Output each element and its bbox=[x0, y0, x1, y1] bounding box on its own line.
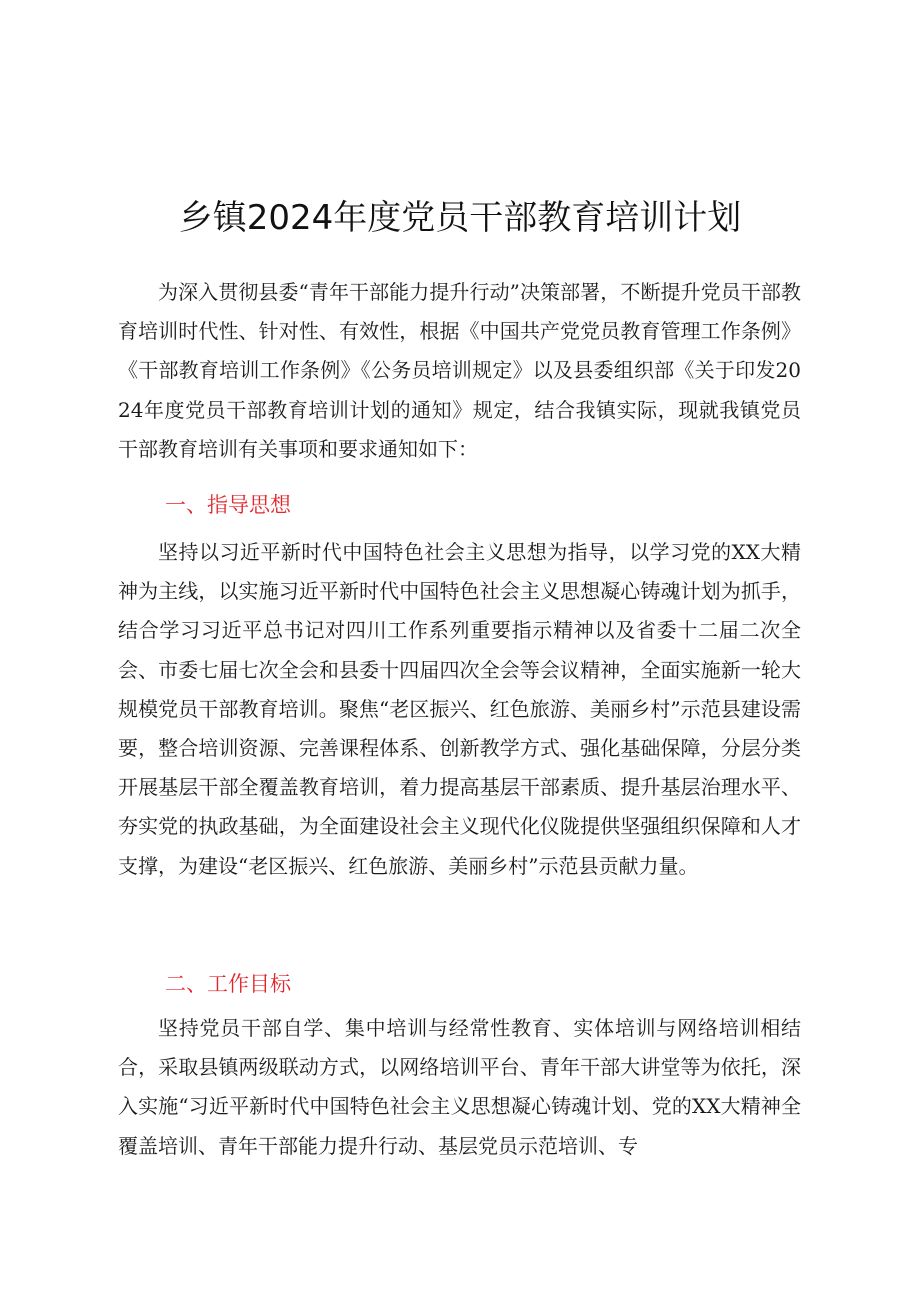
section-paragraph-guiding-ideology: 坚持以习近平新时代中国特色社会主义思想为指导，以学习党的XX大精神为主线，以实施习近平新时代中国特色社会主义思想凝心铸魂计划为抓手，结合学习习近平总书记对四川工作系列重要指示精神以及省委十二届二次全会、市委七届七次全会和县委十四届四次全会等会议精神，全面实施新一轮大规模党员干部教育培训。聚焦“老区振兴、红色旅游、美丽乡村”示范县建设需要，整合培训资源、完善课程体系、创新教学方式、强化基础保障，分层分类开展基层干部全覆盖教育培训，着力提高基层干部素质、提升基层治理水平、夯实党的执政基础，为全面建设社会主义现代化仪陇提供坚强组织保障和人才支撑，为建设“老区振兴、红色旅游、美丽乡村”示范县贡献力量。 bbox=[118, 540, 801, 878]
section-heading-work-goals: 二、工作目标 bbox=[165, 972, 291, 996]
section-paragraph-work-goals: 坚持党员干部自学、集中培训与经常性教育、实体培训与网络培训相结合，采取县镇两级联动方式，以网络培训平台、青年干部大讲堂等为依托，深入实施“习近平新时代中国特色社会主义思想凝心铸魂计划、党的XX大精神全覆盖培训、青年干部能力提升行动、基层党员示范培训、专 bbox=[118, 1016, 801, 1158]
intro-paragraph: 为深入贯彻县委“青年干部能力提升行动”决策部署，不断提升党员干部教育培训时代性、针对性、有效性，根据《中国共产党党员教育管理工作条例》《干部教育培训工作条例》《公务员培训规定》以及县委组织部《关于印发2024年度党员干部教育培训计划的通知》规定，结合我镇实际，现就我镇党员干部教育培训有关事项和要求通知如下： bbox=[118, 280, 801, 461]
section-heading-guiding-ideology: 一、指导思想 bbox=[165, 493, 291, 517]
document-title: 乡镇2024年度党员干部教育培训计划 bbox=[178, 198, 742, 238]
